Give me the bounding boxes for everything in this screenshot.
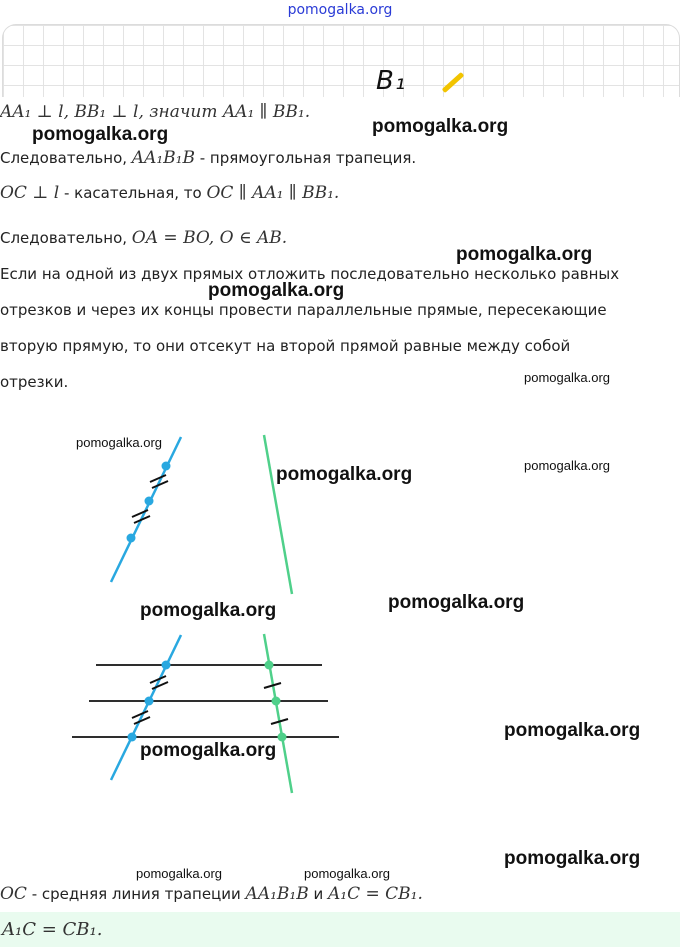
theorem-line-2: отрезков и через их концы провести параллельные прямые, пересекающие <box>0 301 607 319</box>
watermark: pomogalka.org <box>456 244 593 265</box>
watermark: pomogalka.org <box>524 458 610 473</box>
math-parallel: OC ∥ AA₁ ∥ BB₁. <box>206 183 340 203</box>
green-line-2 <box>264 634 292 793</box>
point-label-b1: B₁ <box>376 66 407 96</box>
watermark: pomogalka.org <box>32 124 169 145</box>
watermark: pomogalka.org <box>208 280 345 301</box>
blue-point <box>127 534 136 543</box>
answer-box: A₁C = CB₁. <box>0 912 680 947</box>
statement-perpendicular: AA₁ ⊥ l, BB₁ ⊥ l, значит AA₁ ∥ BB₁. <box>0 102 311 122</box>
blue-point <box>145 497 154 506</box>
blue-point <box>128 733 137 742</box>
watermark: pomogalka.org <box>524 370 610 385</box>
math-trapezoid: AA₁B₁B <box>131 148 195 168</box>
math-oc-perp: OC ⊥ l <box>0 183 60 203</box>
tick-mark <box>132 510 148 517</box>
theorem-line-3: вторую прямую, то они отсекут на второй прямой равные между собой <box>0 337 571 355</box>
math-trapezoid: AA₁B₁B <box>245 884 309 904</box>
math-oa-bo: OA = BO, O ∈ AB. <box>131 228 288 248</box>
tick-mark <box>150 475 166 482</box>
text-mid: - касательная, то <box>59 184 207 202</box>
green-point <box>278 733 287 742</box>
blue-line-1 <box>111 437 181 582</box>
text-prefix: Следовательно, <box>0 149 132 167</box>
text-midline: - средняя линия трапеции <box>26 885 246 903</box>
tick-mark <box>152 682 168 689</box>
green-point <box>272 697 281 706</box>
statement-midline <box>0 884 672 904</box>
watermark: pomogalka.org <box>504 848 641 869</box>
watermark: pomogalka.org <box>140 740 277 761</box>
green-point <box>265 661 274 670</box>
watermark: pomogalka.org <box>304 866 390 881</box>
watermark: pomogalka.org <box>140 600 277 621</box>
theorem-line-1: Если на одной из двух прямых отложить последовательно несколько равных <box>0 265 620 283</box>
green-line-1 <box>264 435 292 594</box>
blue-point <box>162 661 171 670</box>
watermark: pomogalka.org <box>372 116 509 137</box>
watermark: pomogalka.org <box>276 464 413 485</box>
blue-point <box>145 697 154 706</box>
tick-mark <box>132 711 148 718</box>
watermark: pomogalka.org <box>136 866 222 881</box>
watermark: pomogalka.org <box>76 435 162 450</box>
blue-point <box>162 462 171 471</box>
site-link[interactable]: pomogalka.org <box>287 2 393 18</box>
math-equal: A₁C = CB₁. <box>328 884 423 904</box>
text-and: и <box>308 885 329 903</box>
text-prefix: Следовательно, <box>0 229 132 247</box>
watermark: pomogalka.org <box>504 720 641 741</box>
text-suffix: - прямоугольная трапеция. <box>194 149 417 167</box>
theorem-line-4: отрезки. <box>0 373 69 391</box>
math-oc: OC <box>0 884 27 904</box>
watermark: pomogalka.org <box>388 592 525 613</box>
